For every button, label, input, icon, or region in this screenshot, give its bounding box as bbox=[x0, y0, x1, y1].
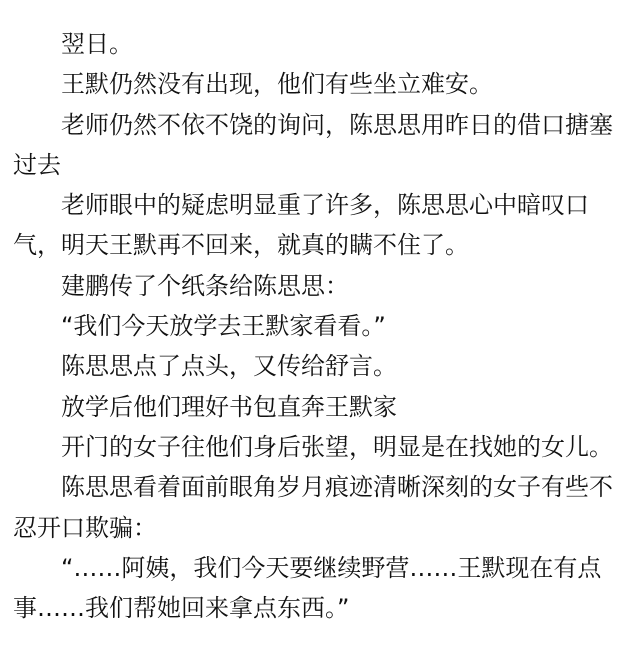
paragraph-11: “……阿姨，我们今天要继续野营……王默现在有点事……我们帮她回来拿点东西。” bbox=[13, 553, 602, 623]
paragraph-2: 王默仍然没有出现，他们有些坐立难安。 bbox=[61, 70, 493, 99]
paragraph-7: 陈思思点了点头，又传给舒言。 bbox=[61, 352, 397, 381]
paragraph-3: 老师仍然不依不饶的询问，陈思思用昨日的借口搪塞过去 bbox=[13, 110, 613, 179]
paragraph-9: 开门的女子往他们身后张望，明显是在找她的女儿。 bbox=[61, 432, 613, 461]
paragraph-6: “我们今天放学去王默家看看。” bbox=[61, 312, 386, 341]
article-text bbox=[13, 24, 625, 628]
paragraph-10: 陈思思看着面前眼角岁月痕迹清晰深刻的女子有些不忍开口欺骗： bbox=[13, 473, 613, 542]
paragraph-5: 建鹏传了个纸条给陈思思： bbox=[61, 271, 349, 300]
paragraph-4: 老师眼中的疑虑明显重了许多，陈思思心中暗叹口气，明天王默再不回来，就真的瞒不住了。 bbox=[13, 191, 589, 260]
paragraph-1: 翌日。 bbox=[61, 30, 133, 58]
paragraph-8: 放学后他们理好书包直奔王默家 bbox=[61, 392, 397, 421]
